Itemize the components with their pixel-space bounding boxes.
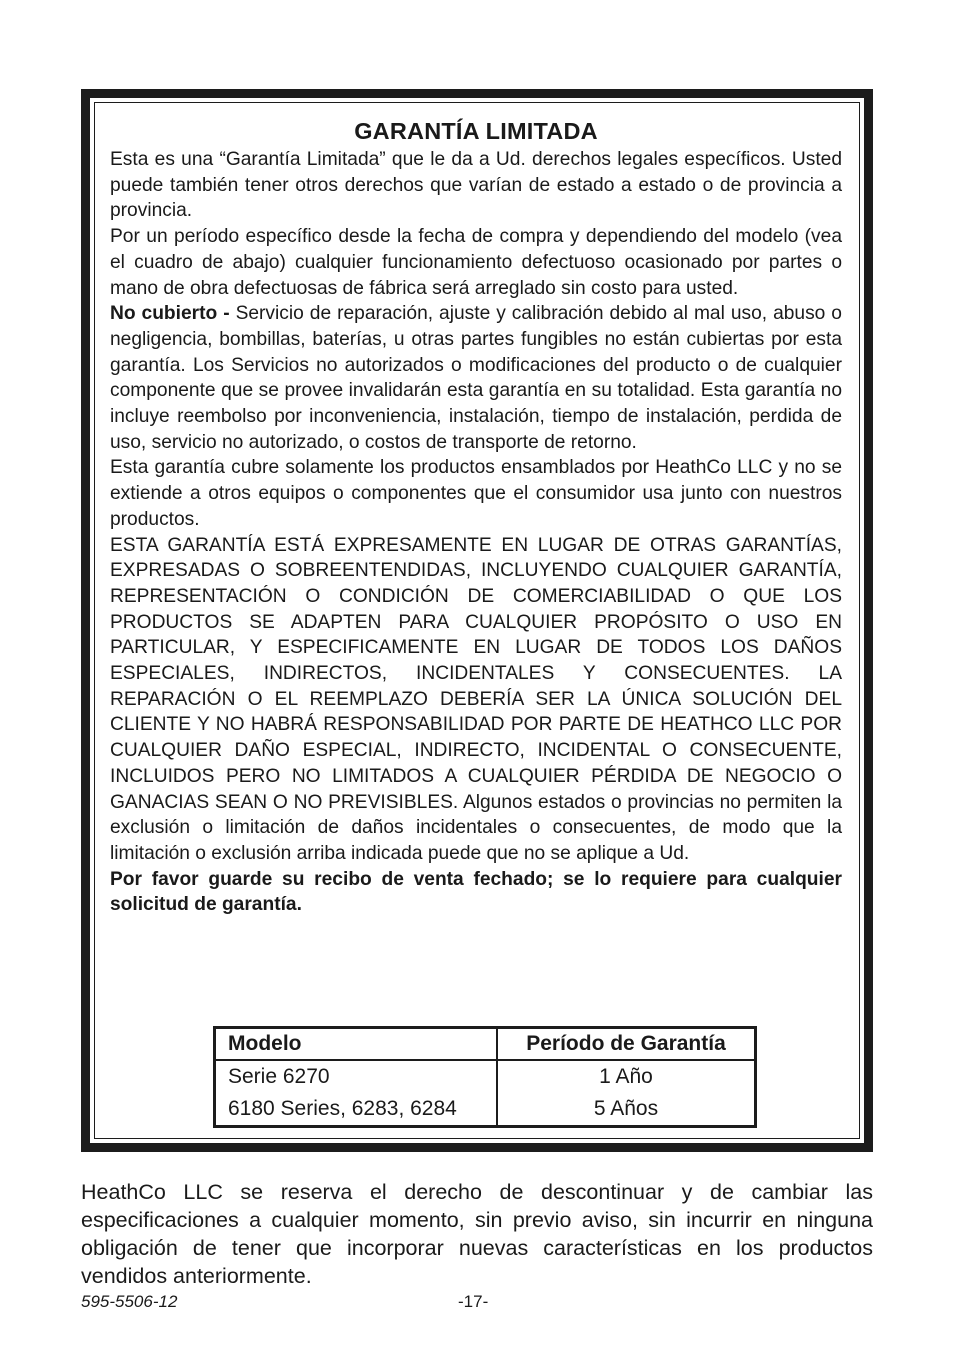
footer-notice: HeathCo LLC se reserva el derecho de descontinuar y de cambiar las especificaciones a cualquier momento, sin previo aviso, sin incurrir en ninguna obligación de tener que incorporar nuevas características en los productos vendidos anteriormente. (81, 1180, 873, 1288)
warranty-content (110, 117, 842, 918)
table-cell-model: Serie 6270 (215, 1060, 498, 1093)
table-row (215, 1060, 756, 1093)
warranty-period-table (213, 1026, 757, 1128)
table-header-model: Modelo (215, 1028, 498, 1061)
table-header-period: Período de Garantía (497, 1028, 756, 1061)
warranty-box (81, 89, 873, 1152)
not-covered-paragraph (110, 301, 842, 455)
table-header-row (215, 1028, 756, 1061)
document-number: 595-5506-12 (81, 1292, 178, 1311)
disclaimer-caps-text: ESTA GARANTÍA ESTÁ EXPRESAMENTE EN LUGAR DE OTRAS GARANTÍAS, EXPRESADAS O SOBREENTENDIDAS, INCLUYENDO CUALQUIER GARANTÍA, REPRESENTACIÓN O CONDICIÓN DE COMERCIABILIDAD O QUE LOS PRODUCTOS SE ADAPTEN PARA CUALQUIER PROPÓSITO O USO EN PARTICULAR, Y ESPECIFICAMENTE EN LUGAR DE TODOS LOS DAÑOS ESPECIALES, INDIRECTOS, INCIDENTALES Y CONSECUENTES. LA REPARACIÓN O EL REEMPLAZO DEBERÍA SER LA ÚNICA SOLUCIÓN DEL CLIENTE Y NO HABRÁ RESPONSABILIDAD POR PARTE DE HEATHCO LLC POR CUALQUIER DAÑO ESPECIAL, INDIRECTO, INCIDENTAL O CONSECUENTE, INCLUIDOS PERO NO LIMITADOS A CUALQUIER PÉRDIDA DE NEGOCIO O GANACIAS SEAN O NO PREVISIBLES. (110, 534, 842, 813)
table-row (215, 1093, 756, 1127)
warranty-title: GARANTÍA LIMITADA (354, 118, 598, 144)
warranty-coverage-paragraph: Por un período específico desde la fecha de compra y dependiendo del modelo (vea el cuadro de abajo) cualquier funcionamiento defectuoso ocasionado por partes o mano de obra defectuosas de fábrica será arreglado sin costo para usted. (110, 226, 842, 299)
disclaimer-paragraph (110, 533, 842, 867)
receipt-notice: Por favor guarde su recibo de venta fechado; se lo requiere para cualquier solicitud de garantía. (110, 868, 842, 916)
scope-paragraph: Esta garantía cubre solamente los productos ensamblados por HeathCo LLC y no se extiende a otros equipos o componentes que el consumidor usa junto con nuestros productos. (110, 457, 842, 530)
page-number: -17- (458, 1292, 489, 1311)
table-cell-model: 6180 Series, 6283, 6284 (215, 1093, 498, 1127)
disclaimer-rest-text: Algunos estados o provincias no permiten la exclusión o limitación de daños incidentales o consecuentes, de modo que la limitación o exclusión arriba indicada puede que no se aplique a Ud. (110, 791, 843, 864)
table-cell-period: 5 Años (593, 1097, 659, 1120)
not-covered-text: Servicio de reparación, ajuste y calibración debido al mal uso, abuso o negligencia, bombillas, baterías, u otras partes fungibles no están cubiertas por esta garantía. Los Servicios no autorizados o modificaciones del producto o de cualquier componente que se provee invalidarán esta garantía en su totalidad. Esta garantía no incluye reembolso por inconveniencia, instalación, tiempo de instalación, perdida de uso, servicio no autorizado, o costos de transporte de retorno. (110, 303, 842, 453)
warranty-intro-paragraph: Esta es una “Garantía Limitada” que le da a Ud. derechos legales específicos. Usted puede también tener otros derechos que varían de estado a estado o de provincia a provincia. (110, 149, 842, 222)
table-cell-period: 1 Año (599, 1065, 653, 1088)
warranty-box-inner (90, 98, 864, 1143)
not-covered-label: No cubierto - (110, 303, 236, 325)
